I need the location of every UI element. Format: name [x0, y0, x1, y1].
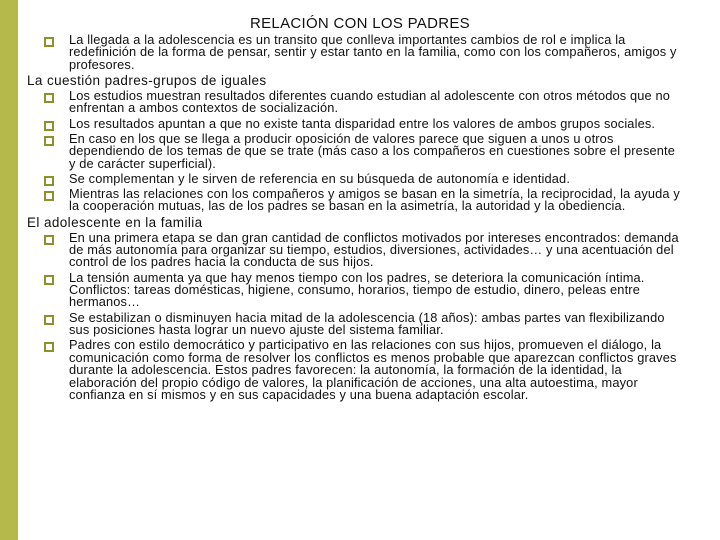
- list-item: [43, 90, 683, 115]
- list-item-text: En caso en los que se llega a producir oposición de valores parece que siguen a unos u otros dependiendo de los temas de que se trate (más caso a los compañeros en cuestiones sobre el presente y de carácter superficial).: [69, 130, 675, 171]
- slide-content: [27, 32, 683, 404]
- bullet-square-icon: [44, 235, 54, 245]
- left-accent-bar: [0, 0, 18, 540]
- list-item: [43, 170, 683, 186]
- list-item-text: Se estabilizan o disminuyen hacia mitad de la adolescencia (18 años): ambas partes van flexibilizando sus posiciones hasta lograr un nuevo ajuste del sistema familiar.: [69, 309, 665, 338]
- bullet-square-icon: [44, 37, 54, 47]
- list-item-text: Se complementan y le sirven de referencia en su búsqueda de autonomía e identidad.: [69, 170, 571, 186]
- bullet-square-icon: [44, 191, 54, 201]
- bullet-square-icon: [44, 315, 54, 325]
- list-item: [43, 115, 683, 131]
- bullet-square-icon: [44, 136, 54, 146]
- intro-text: La llegada a la adolescencia es un transito que conlleva importantes cambios de rol e implica la redefinición de la forma de pensar, sentir y estar tanto en la familia, como con los compañeros, amigos y profesores.: [69, 32, 677, 72]
- list-item: [43, 188, 683, 213]
- list-item-text: Mientras las relaciones con los compañeros y amigos se basan en la simetría, la reciprocidad, la ayuda y la cooperación mutuas, las de los padres se basan en la asimetría, la autoridad y la obediencia.: [69, 186, 680, 214]
- list-item: [43, 339, 683, 401]
- list-item: [43, 34, 683, 71]
- list-item-text: Padres con estilo democrático y participativo en las relaciones con sus hijos, promueven el diálogo, la comunicación como forma de resolver los conflictos es menos probable que aparezcan conflictos graves durante la adolescencia. Estos padres favorecen: la autonomía, la formación de la identidad, la elaboración del propio código de valores, la planificación de acciones, una alta autoestima, mayor confianza en sí mismos y en sus capacidades y una buena adaptación escolar.: [69, 337, 677, 402]
- list-item-text: En una primera etapa se dan gran cantidad de conflictos motivados por intereses encontrados: demanda de más autonomía para organizar su tiempo, estudios, diversiones, actividades… y una acentuación del control de los padres hacia la conducta de sus hijos.: [69, 229, 679, 270]
- bullet-square-icon: [44, 121, 54, 131]
- bullet-square-icon: [44, 176, 54, 186]
- list-item-text: La tensión aumenta ya que hay menos tiempo con los padres, se deteriora la comunicación íntima. Conflictos: tareas domésticas, higiene, consumo, horarios, tiempo de estudio, dinero, peleas entre hermanos…: [69, 269, 645, 310]
- list-item-text: Los resultados apuntan a que no existe tanta disparidad entre los valores de ambos grupos sociales.: [69, 115, 656, 131]
- bullet-square-icon: [44, 342, 54, 352]
- section-heading: El adolescente en la familia: [27, 214, 203, 230]
- list-item: [43, 130, 683, 171]
- bullet-square-icon: [44, 93, 54, 103]
- bullet-square-icon: [44, 275, 54, 285]
- list-item: [43, 269, 683, 310]
- section-heading: La cuestión padres-grupos de iguales: [27, 73, 267, 89]
- list-item: [43, 229, 683, 270]
- slide-title: RELACIÓN CON LOS PADRES: [249, 15, 470, 32]
- list-item: [43, 309, 683, 338]
- list-item-text: Los estudios muestran resultados diferentes cuando estudian al adolescente con otros métodos que no enfrentan a ambos contextos de socialización.: [69, 88, 671, 116]
